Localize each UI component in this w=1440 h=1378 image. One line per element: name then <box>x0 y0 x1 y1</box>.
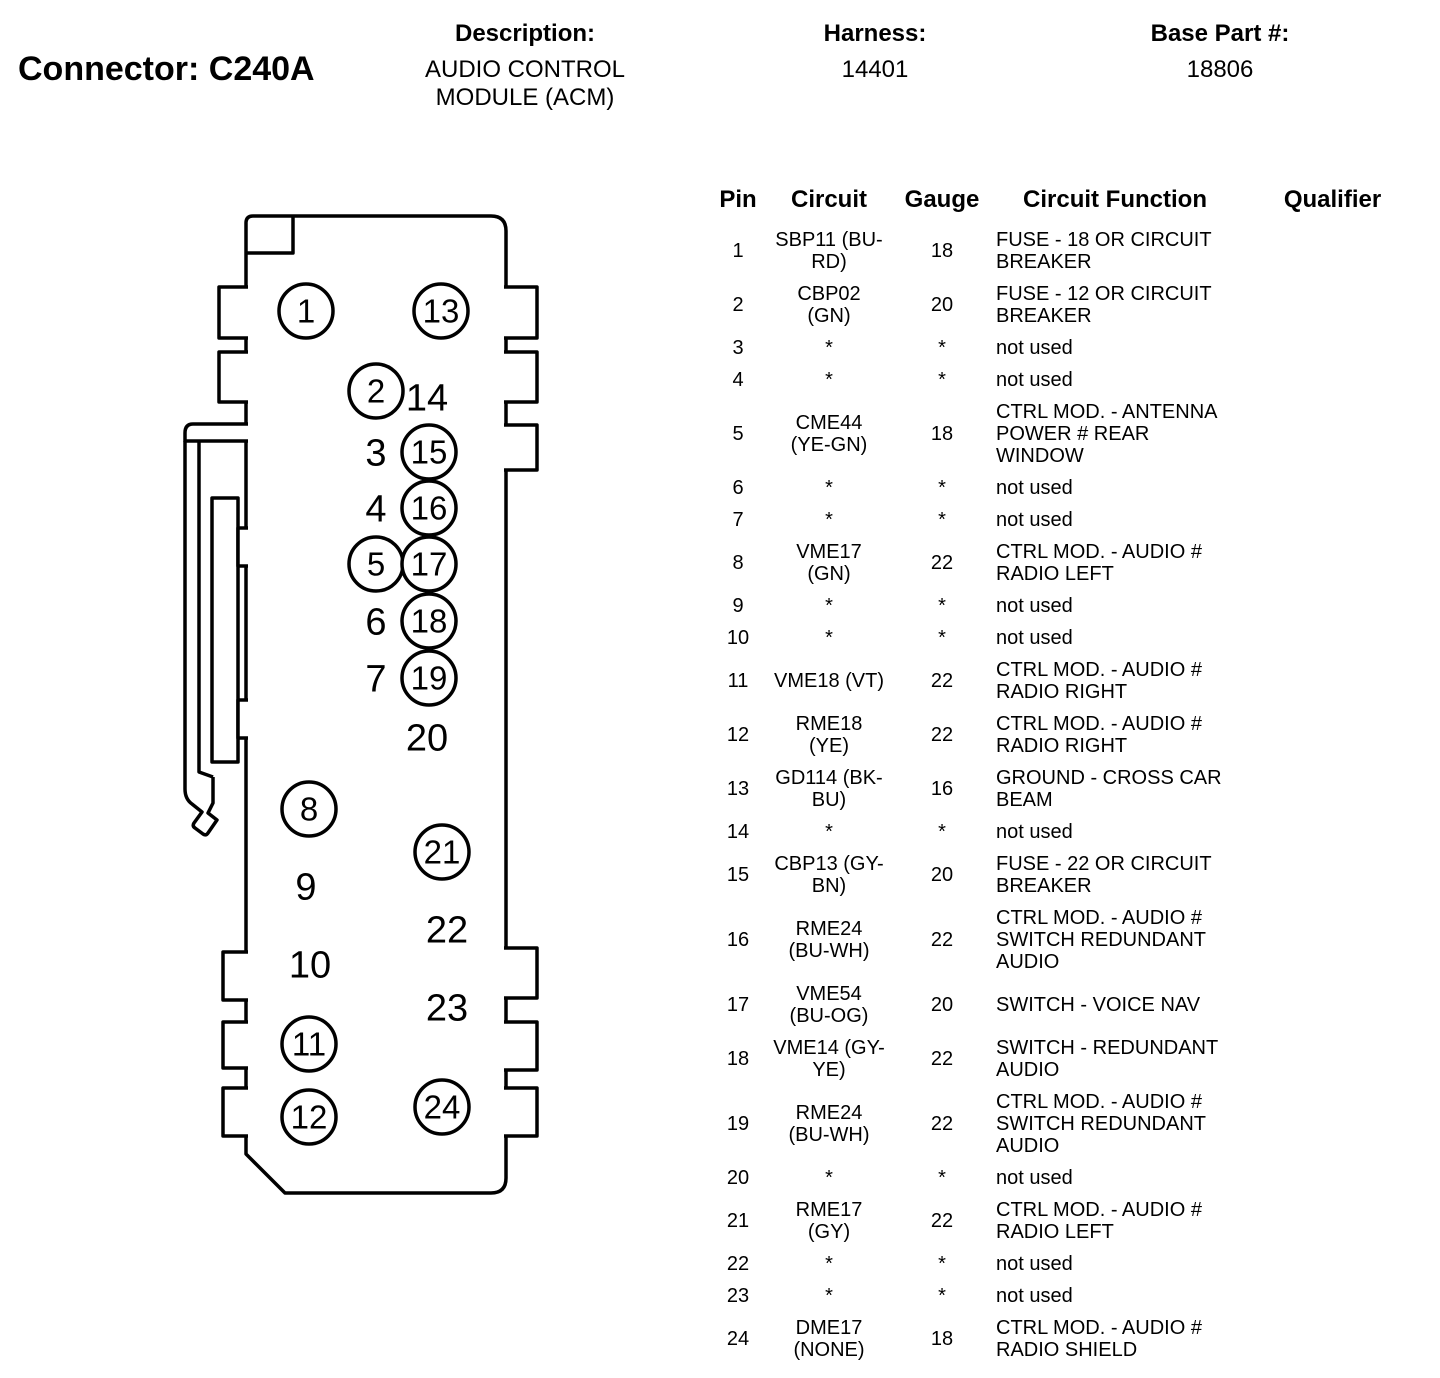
circuit-function: not used <box>996 1167 1073 1189</box>
gauge-value: 22 <box>930 1210 954 1232</box>
circuit-code: * <box>825 821 833 843</box>
description-label: Description: <box>454 20 595 47</box>
circuit-code: * <box>825 509 833 531</box>
table-row <box>712 1248 1425 1280</box>
pin-number: 23 <box>726 1285 750 1307</box>
circuit-function: not used <box>996 595 1073 617</box>
gauge-value: * <box>938 595 946 617</box>
gauge-value: 22 <box>930 724 954 746</box>
circuit-code: RME18 (YE) <box>795 713 863 757</box>
gauge-value: * <box>938 477 946 499</box>
pin-number: 9 <box>732 595 744 617</box>
circuit-function: FUSE - 22 OR CIRCUIT BREAKER <box>996 853 1212 897</box>
pin-number: 20 <box>726 1167 750 1189</box>
table-row <box>712 1032 1425 1086</box>
side-tab <box>223 952 248 1000</box>
base-part-block <box>1090 20 1350 84</box>
pin-number: 6 <box>732 477 744 499</box>
table-row <box>712 536 1425 590</box>
pin-label: 17 <box>410 545 448 583</box>
gauge-value: 18 <box>930 1328 954 1350</box>
connector-diagram <box>160 195 580 1270</box>
pin-number: 22 <box>726 1253 750 1275</box>
pin-number: 24 <box>726 1328 750 1350</box>
circuit-code: RME17 (GY) <box>795 1199 863 1243</box>
circuit-code: * <box>825 595 833 617</box>
latch-slide <box>212 498 238 762</box>
pin-number: 3 <box>732 337 744 359</box>
gauge-value: * <box>938 821 946 843</box>
connector-outline-svg <box>160 195 580 1270</box>
circuit-function: SWITCH - REDUNDANT AUDIO <box>996 1037 1218 1081</box>
base-part-value: 18806 <box>1186 56 1254 83</box>
side-tab <box>504 948 537 998</box>
pin-number: 21 <box>726 1210 750 1232</box>
circuit-code: GD114 (BK-BU) <box>775 767 883 811</box>
circuit-function: CTRL MOD. - AUDIO # SWITCH REDUNDANT AUDIO <box>996 907 1206 973</box>
gauge-value: 18 <box>930 240 954 262</box>
pin-label: 6 <box>365 601 387 644</box>
gauge-value: 22 <box>930 929 954 951</box>
gauge-value: * <box>938 509 946 531</box>
circuit-function: FUSE - 12 OR CIRCUIT BREAKER <box>996 283 1212 327</box>
circuit-function: SWITCH - VOICE NAV <box>996 994 1201 1016</box>
gauge-value: * <box>938 627 946 649</box>
table-row <box>712 654 1425 708</box>
circuit-code: * <box>825 1285 833 1307</box>
pin-label: 1 <box>296 292 316 330</box>
pin-label: 9 <box>295 866 317 909</box>
circuit-code: * <box>825 1167 833 1189</box>
circuit-function: not used <box>996 627 1073 649</box>
gauge-value: * <box>938 369 946 391</box>
circuit-code: VME54 (BU-OG) <box>789 983 869 1027</box>
header-gauge: Gauge <box>904 186 980 213</box>
gauge-value: * <box>938 337 946 359</box>
pin-number: 16 <box>726 929 750 951</box>
table-row <box>712 396 1425 472</box>
circuit-function: CTRL MOD. - AUDIO # SWITCH REDUNDANT AUDIO <box>996 1091 1206 1157</box>
pin-label: 3 <box>365 432 387 475</box>
latch-top-bar <box>185 424 248 441</box>
pin-label: 11 <box>291 1025 327 1063</box>
circuit-code: CME44 (YE-GN) <box>790 412 868 456</box>
circuit-code: * <box>825 627 833 649</box>
circuit-code: VME17 (GN) <box>796 541 862 585</box>
table-row <box>712 902 1425 978</box>
pin-number: 7 <box>732 509 744 531</box>
circuit-function: not used <box>996 1253 1073 1275</box>
pin-table <box>712 186 1425 1366</box>
table-row <box>712 1280 1425 1312</box>
pin-label: 24 <box>423 1088 461 1126</box>
pin-number: 2 <box>732 294 744 316</box>
pin-number: 18 <box>726 1048 750 1070</box>
side-tab <box>223 1022 248 1068</box>
pin-number: 10 <box>726 627 750 649</box>
pin-number: 1 <box>732 240 744 262</box>
gauge-value: * <box>938 1167 946 1189</box>
pin-label: 19 <box>410 659 448 697</box>
base-part-label: Base Part #: <box>1150 20 1290 47</box>
pin-number: 19 <box>726 1113 750 1135</box>
pin-label: 15 <box>410 433 448 471</box>
side-tab <box>223 1088 248 1136</box>
pin-number: 14 <box>726 821 750 843</box>
pin-label: 2 <box>366 372 386 410</box>
pin-number: 15 <box>726 864 750 886</box>
circuit-function: not used <box>996 821 1073 843</box>
circuit-code: * <box>825 1253 833 1275</box>
pin-label: 10 <box>288 944 332 987</box>
circuit-function: GROUND - CROSS CAR BEAM <box>996 767 1222 811</box>
side-tab <box>504 1088 537 1136</box>
circuit-code: CBP13 (GY-BN) <box>774 853 884 897</box>
table-row <box>712 224 1425 278</box>
side-tab <box>504 352 537 402</box>
latch-tab <box>238 528 248 566</box>
gauge-value: 22 <box>930 670 954 692</box>
pin-label: 18 <box>410 602 448 640</box>
header-pin: Pin <box>719 186 757 213</box>
pin-label: 22 <box>425 909 469 952</box>
table-row <box>712 1194 1425 1248</box>
circuit-function: not used <box>996 337 1073 359</box>
pin-number: 11 <box>727 670 749 692</box>
pin-label: 12 <box>290 1098 328 1136</box>
gauge-value: 20 <box>930 994 954 1016</box>
harness-label: Harness: <box>823 20 927 47</box>
table-row <box>712 978 1425 1032</box>
pin-table-header <box>712 186 1425 214</box>
side-tab <box>219 287 248 338</box>
circuit-function: not used <box>996 509 1073 531</box>
circuit-code: RME24 (BU-WH) <box>788 1102 870 1146</box>
table-row <box>712 332 1425 364</box>
circuit-function: CTRL MOD. - AUDIO # RADIO LEFT <box>996 541 1202 585</box>
table-row <box>712 504 1425 536</box>
table-row <box>712 364 1425 396</box>
circuit-function: not used <box>996 369 1073 391</box>
description-block <box>405 20 645 112</box>
table-row <box>712 816 1425 848</box>
pin-number: 12 <box>726 724 750 746</box>
pin-label: 23 <box>425 987 469 1030</box>
circuit-function: CTRL MOD. - AUDIO # RADIO SHIELD <box>996 1317 1202 1361</box>
gauge-value: 22 <box>930 552 954 574</box>
header-circuit: Circuit <box>790 186 867 213</box>
gauge-value: * <box>938 1253 946 1275</box>
circuit-function: CTRL MOD. - AUDIO # RADIO RIGHT <box>996 713 1202 757</box>
side-tab <box>504 425 537 470</box>
circuit-function: not used <box>996 477 1073 499</box>
table-row <box>712 708 1425 762</box>
table-row <box>712 472 1425 504</box>
connector-title: Connector: C240A <box>18 50 315 88</box>
circuit-code: DME17 (NONE) <box>793 1317 865 1361</box>
description-value: AUDIO CONTROL MODULE (ACM) <box>424 56 625 111</box>
circuit-code: CBP02 (GN) <box>797 283 861 327</box>
pin-number: 13 <box>726 778 750 800</box>
gauge-value: * <box>938 1285 946 1307</box>
gauge-value: 22 <box>930 1048 954 1070</box>
circuit-code: * <box>825 337 833 359</box>
table-row <box>712 1312 1425 1366</box>
pin-label: 20 <box>405 717 449 760</box>
circuit-code: * <box>825 477 833 499</box>
table-row <box>712 622 1425 654</box>
harness-block <box>775 20 975 84</box>
header-qualifier: Qualifier <box>1283 186 1382 213</box>
circuit-function: CTRL MOD. - ANTENNA POWER # REAR WINDOW <box>996 401 1217 467</box>
table-row <box>712 848 1425 902</box>
pin-label: 21 <box>423 833 461 871</box>
table-row <box>712 1162 1425 1194</box>
pin-number: 5 <box>732 423 744 445</box>
latch-tab <box>238 700 248 738</box>
pin-number: 4 <box>732 369 744 391</box>
gauge-value: 16 <box>930 778 954 800</box>
circuit-code: VME14 (GY-YE) <box>773 1037 885 1081</box>
table-row <box>712 1086 1425 1162</box>
gauge-value: 18 <box>930 423 954 445</box>
pin-table-body <box>712 224 1425 1366</box>
table-row <box>712 590 1425 622</box>
pin-label: 16 <box>410 489 448 527</box>
pin-number: 17 <box>726 994 750 1016</box>
pin-label: 7 <box>365 658 387 701</box>
gauge-value: 20 <box>930 294 954 316</box>
side-tab <box>504 287 537 338</box>
gauge-value: 22 <box>930 1113 954 1135</box>
pin-label: 14 <box>405 377 449 420</box>
circuit-code: * <box>825 369 833 391</box>
table-row <box>712 278 1425 332</box>
circuit-code: VME18 (VT) <box>773 670 885 692</box>
pin-label: 5 <box>366 545 386 583</box>
side-tab <box>219 352 248 402</box>
table-row <box>712 762 1425 816</box>
header-circuit-function: Circuit Function <box>1023 186 1207 213</box>
harness-value: 14401 <box>841 56 909 83</box>
circuit-code: RME24 (BU-WH) <box>788 918 870 962</box>
circuit-function: FUSE - 18 OR CIRCUIT BREAKER <box>996 229 1212 273</box>
pin-label: 8 <box>299 790 319 828</box>
gauge-value: 20 <box>930 864 954 886</box>
pin-label: 13 <box>422 292 460 330</box>
pin-number: 8 <box>732 552 744 574</box>
circuit-function: CTRL MOD. - AUDIO # RADIO LEFT <box>996 1199 1202 1243</box>
side-tab <box>504 1022 537 1070</box>
circuit-function: CTRL MOD. - AUDIO # RADIO RIGHT <box>996 659 1202 703</box>
circuit-code: SBP11 (BU-RD) <box>775 229 883 273</box>
circuit-function: not used <box>996 1285 1073 1307</box>
pin-label: 4 <box>365 488 387 531</box>
